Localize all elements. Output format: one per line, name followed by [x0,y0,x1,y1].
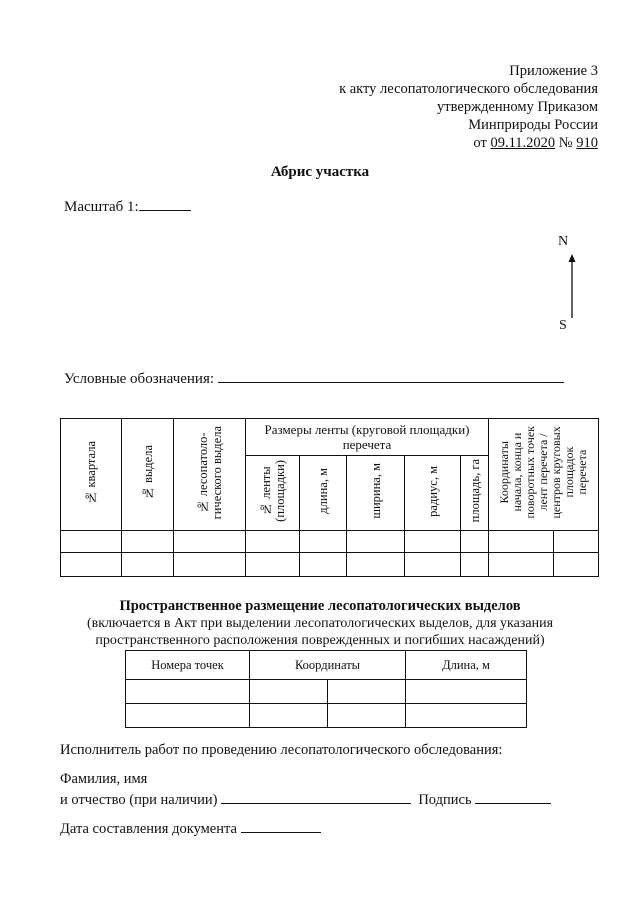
date-label: Дата составления документа [60,821,237,837]
header-area: площадь, га [461,456,489,531]
header-radius: радиус, м [405,456,461,531]
name-blank [221,789,411,804]
appendix-line: Приложение 3 [509,63,598,79]
header-dimensions-group: Размеры ленты (круговой площадки) перечета [246,419,489,456]
legend-label: Условные обозначения: [64,371,215,387]
name-label-line2: и отчество (при наличии) [60,792,218,808]
appendix-header [339,62,598,152]
header-strip: № ленты (площадки) [246,456,300,531]
header-quarter: № квартала [61,419,122,531]
order-prefix: от [473,135,491,151]
table-row [126,704,527,728]
header-forest-allotment: № лесопатоло- гического выдела [174,419,246,531]
scale-field [64,196,191,216]
page-title: Абрис участка [270,164,370,180]
legend-blank [218,368,564,383]
header-allotment: № выдела [122,419,174,531]
points-table [125,650,527,728]
order-number: 910 [576,135,598,151]
scale-label: Масштаб 1: [64,199,139,215]
scale-blank [139,196,191,211]
section-note: (включается в Акт при выделении лесопатологических выделов, для указания пространственного расположения поврежденных и погибших насаждений) [86,616,554,648]
header-coordinates-2: Координаты [250,651,406,680]
header-length: длина, м [300,456,347,531]
appendix-line: утвержденному Приказом [437,99,598,115]
table-row [126,680,527,704]
signature-label: Подпись [418,792,472,808]
signature-blank [475,789,551,804]
compass-south-label: S [559,318,567,333]
order-number-sign: № [555,135,577,151]
header-coordinates: Координаты начала, конца и поворотных точек лент перечета / центров круговых площадок перечета [489,419,599,531]
table-row [61,553,599,577]
date-field [60,818,321,838]
header-width: ширина, м [347,456,405,531]
survey-table [60,418,599,577]
name-label-line1: Фамилия, имя [60,771,148,787]
compass-north-label: N [558,234,569,249]
name-signature-line [60,789,551,809]
executor-label: Исполнитель работ по проведению лесопатологического обследования: [60,742,503,758]
north-arrow-icon [566,254,578,318]
header-points: Номера точек [126,651,250,680]
appendix-line: Минприроды России [468,117,598,133]
date-blank [241,818,321,833]
section-title: Пространственное размещение лесопатологических выделов [119,598,521,614]
table-row [61,531,599,553]
appendix-line: к акту лесопатологического обследования [339,81,598,97]
legend-field [64,368,564,388]
appendix-order-line [339,134,598,152]
header-length-2: Длина, м [406,651,527,680]
order-date: 09.11.2020 [490,135,556,151]
